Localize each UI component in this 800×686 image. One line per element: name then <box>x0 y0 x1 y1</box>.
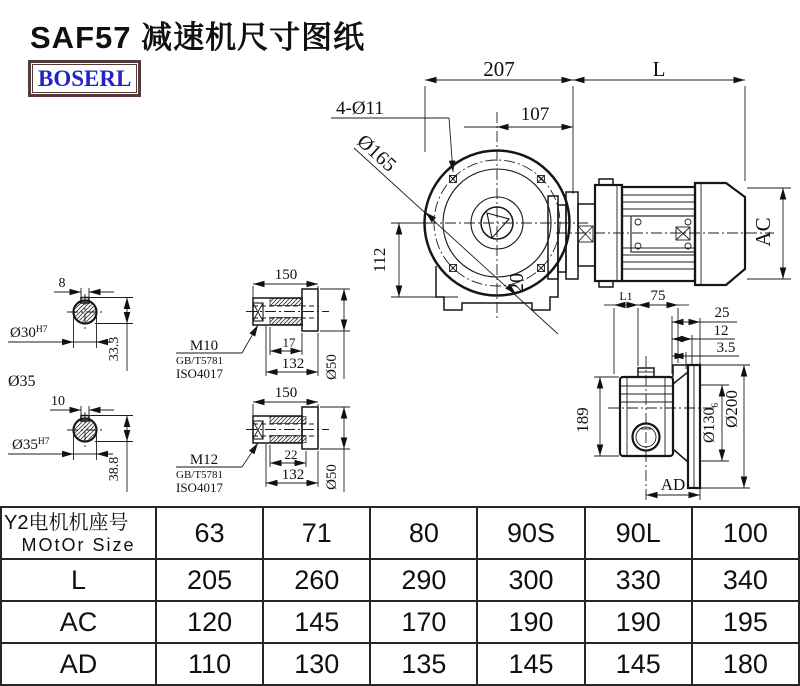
table-row-AC <box>1 601 799 643</box>
page-title: SAF57 减速机尺寸图纸 <box>30 20 366 55</box>
shaft-b-thread: M12 <box>189 452 219 468</box>
table-cell: 340 <box>692 559 799 601</box>
dim-12: 12 <box>713 323 729 339</box>
shaft-b-section <box>8 394 133 492</box>
table-cell-size: 90L <box>585 507 692 559</box>
dim-3-5: 3.5 <box>716 340 736 356</box>
dimension-table <box>0 506 800 686</box>
dim-L: L <box>652 57 666 81</box>
front-view-linework <box>331 80 791 334</box>
table-cell-size: 71 <box>263 507 370 559</box>
shaft-a-132: 132 <box>281 356 305 372</box>
table-cell-size: 80 <box>370 507 477 559</box>
table-cell-size: 90S <box>477 507 584 559</box>
table-cell: 135 <box>370 643 477 685</box>
table-cell: 300 <box>477 559 584 601</box>
dim-AD: AD <box>660 475 686 494</box>
row-label: AD <box>1 643 156 685</box>
shaft-a-std-gb: GB/T5781 <box>176 355 224 367</box>
shaft-b-length: 150 <box>274 385 298 401</box>
shaft-a-std-iso: ISO4017 <box>176 366 223 381</box>
table-cell: 180 <box>692 643 799 685</box>
dim-flange-dia: Ø165 <box>352 130 401 177</box>
table-cell: 145 <box>585 643 692 685</box>
table-row-L <box>1 559 799 601</box>
table-cell: 260 <box>263 559 370 601</box>
dim-25: 25 <box>714 305 730 321</box>
table-cell: 170 <box>370 601 477 643</box>
table-cell: 195 <box>692 601 799 643</box>
shaft-b-key-width: 10 <box>51 394 65 409</box>
table-cell: 290 <box>370 559 477 601</box>
dim-189: 189 <box>573 407 592 433</box>
shaft-a-key-len: 17 <box>282 335 296 350</box>
table-cell: 205 <box>156 559 263 601</box>
table-cell: 190 <box>585 601 692 643</box>
shaft-b-132: 132 <box>281 467 305 483</box>
shaft-a-thread: M10 <box>189 338 219 354</box>
shaft-a-length: 150 <box>274 267 298 283</box>
shaft-o35-label: Ø35 <box>8 373 36 390</box>
shaft-a-bore: $Ø30^{H7}$ <box>10 325 48 341</box>
table-cell: 330 <box>585 559 692 601</box>
shaft-a-dia: Ø50 <box>324 354 340 380</box>
table-row-AD <box>1 643 799 685</box>
dim-bolt-holes: 4-Ø11 <box>336 98 384 119</box>
dim-AC: AC <box>751 217 775 247</box>
shaft-b-std-gb: GB/T5781 <box>176 469 224 481</box>
shaft-a-key-width: 8 <box>58 276 66 291</box>
dim-spigot-dia: $Ø130_6$ <box>701 402 720 444</box>
table-cell-size: 63 <box>156 507 263 559</box>
row-label: L <box>1 559 156 601</box>
motor-size-label-en: MOtOr Size <box>21 535 136 555</box>
dim-107: 107 <box>520 104 550 125</box>
shaft-b-side-view <box>176 385 350 495</box>
brand-logo-text: BOSERL <box>32 64 137 93</box>
dim-207: 207 <box>483 57 515 81</box>
shaft-b-std-iso: ISO4017 <box>176 480 223 495</box>
shaft-b-key-height: 38.8 <box>107 456 122 482</box>
table-cell: 145 <box>477 643 584 685</box>
side-view-labels <box>573 288 741 494</box>
dim-112: 112 <box>370 247 389 273</box>
table-header-row <box>1 507 799 559</box>
table-cell-size: 100 <box>692 507 799 559</box>
dim-75: 75 <box>650 288 666 304</box>
shaft-a-key-height: 33.3 <box>107 336 122 362</box>
dim-20: 20 <box>506 273 528 293</box>
table-header-cell <box>1 507 156 559</box>
table-cell: 190 <box>477 601 584 643</box>
motor-size-label-cn: Y2电机机座号 <box>4 512 129 534</box>
row-label: AC <box>1 601 156 643</box>
shaft-a-side-view <box>176 267 350 381</box>
table-cell: 120 <box>156 601 263 643</box>
table-cell: 130 <box>263 643 370 685</box>
shaft-b-dia: Ø50 <box>324 464 340 490</box>
table-cell: 145 <box>263 601 370 643</box>
shaft-b-key-len: 22 <box>284 447 298 462</box>
dim-flange-outer: Ø200 <box>722 390 741 428</box>
dim-L1: L1 <box>619 289 633 303</box>
shaft-b-bore: $Ø35^{H7}$ <box>12 437 50 453</box>
front-view-labels <box>336 57 775 293</box>
table-cell: 110 <box>156 643 263 685</box>
brand-logo-box <box>28 60 141 97</box>
shaft-a-section <box>8 276 133 371</box>
